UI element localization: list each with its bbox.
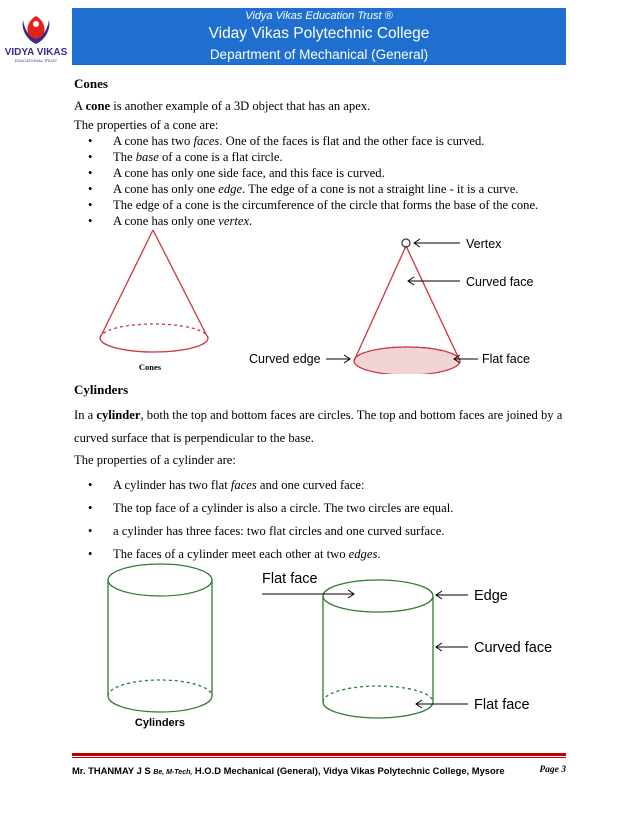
edge-label: Edge [474, 588, 508, 604]
cone-flat-face-label: Flat face [482, 352, 530, 366]
list-item: • The faces of a cylinder meet each other at two edges. [113, 543, 566, 566]
list-item: • The base of a cone is a flat circle. [113, 149, 574, 165]
department-name: Department of Mechanical (General) [209, 47, 429, 62]
cones-intro: A cone is another example of a 3D object that has an apex. [74, 99, 371, 113]
cylinders-section [74, 382, 566, 566]
footer-rule-thin [72, 757, 566, 758]
cones-props-intro: The properties of a cone are: [74, 118, 219, 132]
cylinder-flat-face-bottom-label: Flat face [474, 697, 530, 713]
cone-figure [90, 228, 220, 376]
list-item: • A cone has only one vertex. [113, 213, 574, 229]
cones-properties-list [74, 133, 574, 229]
cylinder-caption: Cylinders [134, 717, 186, 729]
cylinders-heading: Cylinders [74, 382, 129, 397]
list-item: • The edge of a cone is the circumference of the circle that forms the base of the cone. [113, 197, 574, 213]
list-item: • A cone has only one edge. The edge of a cone is not a straight line - it is a curve. [113, 181, 574, 197]
college-name: Viday Vikas Polytechnic College [208, 25, 430, 42]
cones-heading: Cones [74, 76, 108, 91]
logo-sub: EDUCATIONAL TRUST [14, 58, 58, 63]
cone-labeled-figure [246, 234, 566, 374]
vertex-label: Vertex [466, 237, 502, 251]
cylinder-flat-face-top-label: Flat face [262, 571, 318, 587]
footer-author: Mr. THANMAY J S [72, 765, 154, 776]
cylinder-labeled-figure [256, 566, 566, 726]
list-item: • A cylinder has two flat faces and one curved face: [113, 474, 566, 497]
page-header [72, 8, 566, 65]
cone-caption: Cones [138, 362, 162, 372]
list-item: • A cone has two faces. One of the faces is flat and the other face is curved. [113, 133, 574, 149]
footer-quals: Be, M-Tech, [153, 769, 193, 776]
cylinder-curved-face-label: Curved face [474, 640, 553, 656]
cylinders-intro: In a cylinder, both the top and bottom faces are circles. The top and bottom faces are joined by a curved surface that is perpendicular to the base. [74, 408, 563, 445]
cylinders-props-intro: The properties of a cylinder are: [74, 453, 236, 467]
page-number: Page 3 [539, 765, 566, 775]
page-footer [72, 765, 566, 776]
cones-section [74, 70, 574, 229]
vidya-vikas-emblem-icon [3, 10, 69, 68]
trust-name: Vidya Vikas Education Trust ® [245, 10, 393, 22]
logo-name: VIDYA VIKAS [4, 47, 68, 58]
list-item: • A cone has only one side face, and this face is curved. [113, 165, 574, 181]
vertex-marker [402, 239, 410, 247]
cone-curved-face-label: Curved face [466, 275, 534, 289]
curved-edge-label: Curved edge [249, 352, 321, 366]
list-item: • a cylinder has three faces: two flat circles and one curved surface. [113, 520, 566, 543]
list-item: • The top face of a cylinder is also a circle. The two circles are equal. [113, 497, 566, 520]
cylinder-figure [100, 560, 240, 735]
footer-rule [72, 753, 566, 756]
footer-role: H.O.D Mechanical (General), Vidya Vikas Polytechnic College, Mysore [192, 765, 505, 776]
cylinders-properties-list [74, 474, 566, 566]
